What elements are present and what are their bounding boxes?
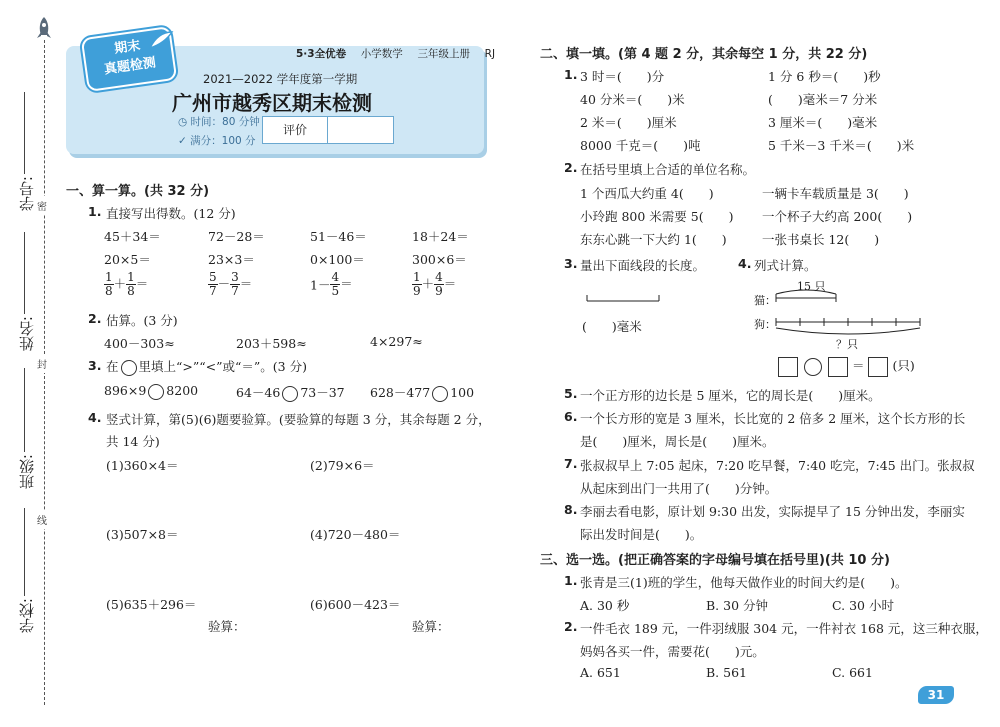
subject-name: 小学数学 (360, 48, 403, 60)
fraction-item: $\frac{1}{8}$ ＋ $\frac{1}{8}$ ＝ (105, 270, 149, 298)
operator-circle[interactable] (804, 358, 822, 376)
vertical-calc-item: (4)720－480＝ (310, 527, 401, 542)
q3-text: 在 里填上“>”“<”或“＝”。(3 分) (106, 359, 307, 374)
estimate-item: 400－303≈ (104, 336, 175, 351)
unit-convert-item: 3 时＝( )分 (580, 69, 665, 84)
series-info (296, 46, 495, 61)
evaluation-label: 评价 (263, 117, 328, 143)
calc-item: 20×5＝ (104, 252, 151, 267)
unit-fill-item: 一张书桌长 12( ) (762, 232, 880, 247)
s2-q8-number: 8. (564, 502, 578, 517)
exam-time (178, 114, 260, 129)
calc-item: 0×100＝ (310, 252, 365, 267)
badge-line-1: 期末 (113, 38, 142, 57)
diagram-cat-label: 猫： (754, 294, 776, 307)
s2-q7-text-line2: 从起床到出门一共用了( )分钟。 (580, 481, 778, 496)
s2-q3-text: 量出下面线段的长度。 (580, 258, 706, 273)
clock-icon: ◷ (178, 116, 188, 128)
option-b[interactable]: B. 30 分钟 (706, 598, 769, 613)
answer-box[interactable] (868, 357, 888, 377)
option-a[interactable]: A. 30 秒 (580, 598, 630, 613)
s2-q7-text-line1: 张叔叔早上 7:05 起床，7:20 吃早餐，7:40 吃完，7:45 出门。张叔叔 (580, 458, 975, 473)
name-label: 姓名: (18, 316, 36, 352)
q2-number: 2. (88, 311, 102, 326)
compare-circle[interactable] (282, 386, 298, 402)
unit-convert-item: 8000 千克＝( )吨 (580, 138, 701, 153)
option-c[interactable]: C. 661 (832, 665, 873, 680)
q1-text: 直接写出得数。(12 分) (106, 206, 236, 221)
unit-convert-item: 3 厘米＝( )毫米 (768, 115, 878, 130)
s2-q2-text: 在括号里填上合适的单位名称。 (580, 162, 756, 177)
unit-fill-item: 小玲跑 800 米需要 5( ) (580, 209, 734, 224)
diagram-top-label: 15 只 (797, 280, 826, 293)
compare-item: 628－477 100 (370, 385, 475, 400)
compare-item: 896×9 8200 (104, 383, 199, 398)
measure-line-segment (586, 291, 660, 306)
q1-number: 1. (88, 204, 102, 219)
bar-diagram (774, 284, 924, 343)
section-2-heading: 二、填一填。(第 4 题 2 分，其余每空 1 分，共 22 分) (540, 47, 868, 62)
s2-q4-text: 列式计算。 (754, 258, 817, 273)
unit-fill-item: 东东心跳一下大约 1( ) (580, 232, 727, 247)
compare-item: 64－46 73－37 (236, 385, 345, 400)
score-text: 满分：100 分 (190, 135, 256, 147)
estimate-item: 203＋598≈ (236, 336, 307, 351)
option-b[interactable]: B. 561 (706, 665, 747, 680)
s2-q1-number: 1. (564, 67, 578, 82)
s2-q6-text-line2: 是( )厘米，周长是( )厘米。 (580, 434, 775, 449)
s2-q5-number: 5. (564, 386, 578, 401)
diagram-bottom-label: ？只 (836, 338, 858, 351)
check-label: 验算： (208, 619, 246, 634)
grade-name: 三年级上册 (417, 48, 470, 60)
vertical-calc-item: (3)507×8＝ (106, 527, 179, 542)
q4-number: 4. (88, 410, 102, 425)
unit-label: (只) (892, 358, 915, 373)
s2-q2-number: 2. (564, 160, 578, 175)
answer-box[interactable] (828, 357, 848, 377)
school-line (24, 508, 25, 596)
measure-answer: ( )毫米 (582, 319, 642, 334)
answer-box[interactable] (778, 357, 798, 377)
calc-item: 23×3＝ (208, 252, 255, 267)
rocket-badge-icon (148, 30, 174, 53)
unit-fill-item: 一个杯子大约高 200( ) (762, 209, 913, 224)
option-c[interactable]: C. 30 小时 (832, 598, 894, 613)
check-icon: ✓ (178, 135, 187, 147)
class-label: 班级: (18, 454, 36, 490)
student-id-label: 学号: (18, 176, 36, 212)
time-text: 时间：80 分钟 (190, 116, 260, 128)
evaluation-box (262, 116, 394, 144)
unit-convert-item: 1 分 6 秒＝( )秒 (768, 69, 881, 84)
s2-q7-number: 7. (564, 456, 578, 471)
estimate-item: 4×297≈ (370, 334, 423, 349)
section-3-heading: 三、选一选。(把正确答案的字母编号填在括号里)(共 10 分) (540, 553, 890, 568)
s2-q8-text-line1: 李丽去看电影，原计划 9:30 出发，实际提早了 15 分钟出发，李丽实 (580, 504, 965, 519)
equation-boxes: ＝ (只) (778, 356, 915, 377)
exam-score (178, 133, 256, 148)
vertical-calc-item: (6)600－423＝ (310, 597, 401, 612)
q4-text-line2: 共 14 分) (106, 434, 160, 449)
compare-circle[interactable] (148, 384, 164, 400)
q4-text-line1: 竖式计算，第(5)(6)题要验算。(要验算的每题 3 分，其余每题 2 分， (106, 412, 491, 427)
calc-item: 300×6＝ (412, 252, 467, 267)
fraction-item: $\frac{5}{7}$ － $\frac{3}{7}$ ＝ (209, 270, 253, 298)
fraction-item: $\frac{1}{9}$ ＋ $\frac{4}{9}$ ＝ (413, 270, 457, 298)
edition-name: RJ (484, 48, 496, 60)
s3-q2-text-line1: 一件毛衣 189 元，一件羽绒服 304 元，一件衬衣 168 元，这三种衣服， (580, 621, 988, 636)
s2-q4-number: 4. (738, 256, 752, 271)
name-line (24, 232, 25, 314)
check-label: 验算： (412, 619, 450, 634)
seal-mi: 密 (37, 196, 47, 215)
option-a[interactable]: A. 651 (580, 665, 621, 680)
s2-q6-text-line1: 一个长方形的宽是 3 厘米，长比宽的 2 倍多 2 厘米，这个长方形的长 (580, 411, 966, 426)
vertical-calc-item: (5)635＋296＝ (106, 597, 197, 612)
page-number: 31 (918, 686, 954, 704)
seal-xian: 线 (37, 510, 47, 529)
exam-title: 广州市越秀区期末检测 (172, 91, 372, 115)
q2-text: 估算。(3 分) (106, 313, 178, 328)
s2-q5-text: 一个正方形的边长是 5 厘米，它的周长是( )厘米。 (580, 388, 881, 403)
calc-item: 18＋24＝ (412, 229, 469, 244)
unit-convert-item: 40 分米＝( )米 (580, 92, 685, 107)
student-id-line (24, 92, 25, 174)
s3-q2-text-line2: 妈妈各买一件，需要花( )元。 (580, 644, 765, 659)
unit-fill-item: 一辆卡车载质量是 3( ) (762, 186, 909, 201)
school-term: 2021—2022 学年度第一学期 (203, 72, 358, 86)
section-1-heading: 一、算一算。(共 32 分) (66, 184, 210, 199)
unit-convert-item: ( )毫米＝7 分米 (768, 92, 878, 107)
q3-number: 3. (88, 358, 102, 373)
unit-convert-item: 5 千米－3 千米＝( )米 (768, 138, 915, 153)
s3-q1-text: 张青是三(1)班的学生，他每天做作业的时间大约是( )。 (580, 575, 908, 590)
series-name: 5·3全优卷 (296, 48, 347, 60)
seal-feng: 封 (37, 354, 47, 373)
diagram-dog-label: 狗： (754, 318, 776, 331)
calc-item: 72－28＝ (208, 229, 265, 244)
s2-q3-number: 3. (564, 256, 578, 271)
s3-q2-number: 2. (564, 619, 578, 634)
badge-line-2: 真题检测 (103, 55, 157, 78)
unit-fill-item: 1 个西瓜大约重 4( ) (580, 186, 714, 201)
fraction-item: 1－ $\frac{4}{5}$ ＝ (310, 270, 353, 298)
s2-q8-text-line2: 际出发时间是( )。 (580, 527, 703, 542)
s3-q1-number: 1. (564, 573, 578, 588)
s2-q6-number: 6. (564, 409, 578, 424)
unit-convert-item: 2 米＝( )厘米 (580, 115, 677, 130)
class-line (24, 368, 25, 452)
calc-item: 51－46＝ (310, 229, 367, 244)
calc-item: 45＋34＝ (104, 229, 161, 244)
school-label: 学校: (18, 598, 36, 634)
vertical-calc-item: (2)79×6＝ (310, 458, 375, 473)
vertical-calc-item: (1)360×4＝ (106, 458, 179, 473)
compare-circle[interactable] (432, 386, 448, 402)
circle-blank-icon (121, 360, 137, 376)
